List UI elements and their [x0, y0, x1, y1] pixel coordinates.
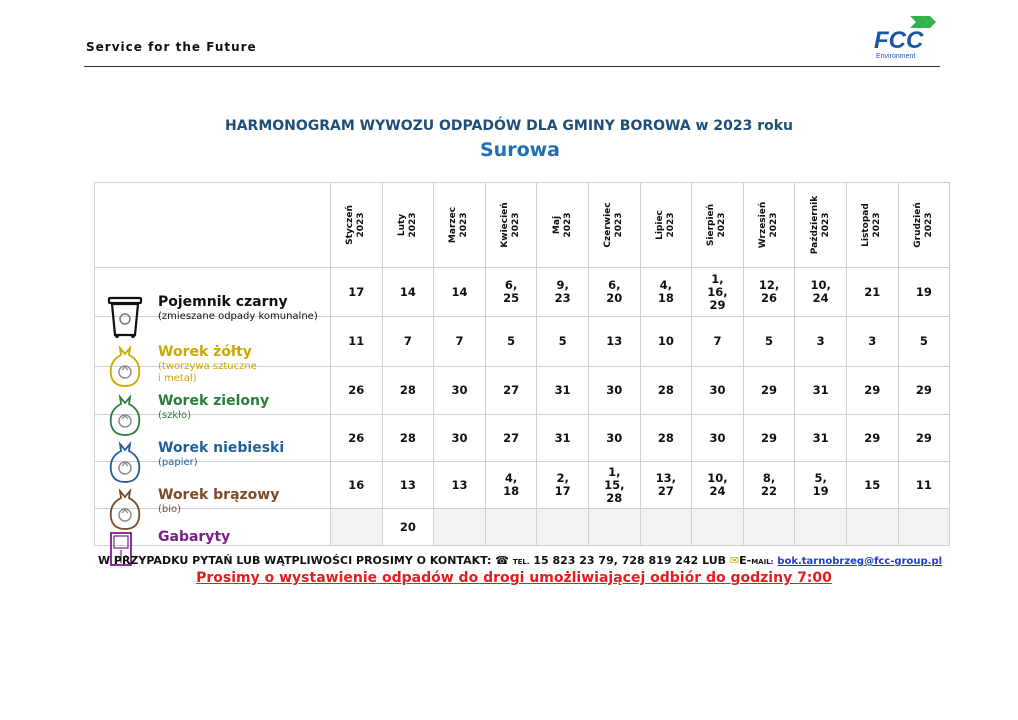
month-header — [743, 183, 795, 268]
pickup-dates: 30 — [451, 383, 468, 397]
tel-label: TEL. — [512, 558, 530, 566]
email-label: E- — [739, 554, 752, 567]
pickup-date-cell — [434, 268, 486, 317]
waste-type-name: Worek żółty — [158, 343, 252, 360]
pickup-date-cell — [485, 268, 537, 317]
month-name: Czerwiec — [603, 202, 614, 248]
waste-type-description: (szkło) — [158, 409, 192, 421]
pickup-dates: 31 — [554, 430, 571, 445]
pickup-date-cell — [331, 462, 383, 509]
tagline: Service for the Future — [86, 40, 257, 54]
pickup-date-cell — [898, 415, 950, 462]
pickup-dates: 19 — [915, 284, 932, 299]
month-header — [640, 183, 692, 268]
phone-numbers: 15 823 23 79, 728 819 242 LUB — [533, 554, 727, 567]
pickup-dates: 11 — [915, 477, 932, 492]
phone-icon: ☎ — [495, 554, 509, 567]
pickup-date-cell — [485, 415, 537, 462]
pickup-date-cell — [846, 415, 898, 462]
pickup-date-cell — [743, 367, 795, 415]
pickup-date-cell — [331, 268, 383, 317]
month-header — [795, 183, 847, 268]
pickup-notice: Prosimy o wystawienie odpadów do drogi umożliwiającej odbiór do godziny 7:00 — [196, 570, 832, 586]
page-title: HARMONOGRAM WYWOZU ODPADÓW DLA GMINY BOROWA w 2023 roku — [224, 118, 794, 134]
pickup-dates: 1, 15, 28 — [604, 464, 625, 505]
month-header — [537, 183, 589, 268]
pickup-date-cell — [692, 367, 744, 415]
pickup-dates: 29 — [761, 430, 778, 445]
pickup-date-cell — [588, 509, 640, 546]
month-year: 2023 — [769, 212, 780, 238]
month-name: Listopad — [861, 203, 872, 247]
svg-text:Environment: Environment — [876, 53, 916, 60]
pickup-date-cell — [640, 317, 692, 367]
pickup-date-cell — [331, 509, 383, 546]
waste-type-name: Worek zielony — [158, 392, 270, 409]
pickup-dates: 13 — [399, 477, 416, 492]
waste-row — [95, 268, 950, 317]
pickup-dates: 26 — [348, 383, 365, 397]
pickup-date-cell — [795, 415, 847, 462]
pickup-dates: 13 — [451, 477, 468, 492]
month-year: 2023 — [872, 212, 883, 238]
pickup-dates: 2, 17 — [554, 471, 571, 498]
pickup-dates: 16 — [348, 477, 365, 492]
month-year: 2023 — [923, 212, 934, 238]
pickup-dates: 12, 26 — [758, 278, 780, 305]
pickup-dates: 31 — [554, 383, 571, 397]
pickup-date-cell — [898, 367, 950, 415]
header-divider — [84, 66, 940, 67]
pickup-date-cell — [846, 268, 898, 317]
pickup-date-cell — [795, 509, 847, 546]
pickup-date-cell — [588, 462, 640, 509]
pickup-dates: 30 — [709, 430, 726, 445]
pickup-dates: 15 — [864, 477, 881, 492]
green-bag-icon — [105, 394, 145, 438]
pickup-date-cell — [846, 509, 898, 546]
month-year: 2023 — [459, 212, 470, 238]
pickup-date-cell — [485, 317, 537, 367]
pickup-date-cell — [692, 509, 744, 546]
pickup-date-cell — [537, 268, 589, 317]
waste-type-cell — [95, 268, 331, 322]
month-name: Marzec — [448, 206, 459, 244]
pickup-date-cell — [382, 317, 434, 367]
brown-bag-icon — [105, 488, 145, 532]
pickup-date-cell — [537, 415, 589, 462]
month-year: 2023 — [511, 212, 522, 238]
pickup-date-cell — [898, 268, 950, 317]
pickup-dates: 30 — [606, 430, 623, 445]
pickup-date-cell — [331, 415, 383, 462]
pickup-dates: 7 — [713, 334, 722, 348]
month-name: Wrzesień — [758, 201, 769, 249]
month-header — [692, 183, 744, 268]
month-header — [382, 183, 434, 268]
pickup-dates: 5 — [507, 334, 516, 348]
pickup-dates: 30 — [709, 383, 726, 397]
month-name: Sierpień — [706, 203, 717, 247]
pickup-dates: 17 — [348, 284, 365, 299]
pickup-date-cell — [846, 367, 898, 415]
pickup-date-cell — [692, 317, 744, 367]
pickup-date-cell — [640, 367, 692, 415]
pickup-date-cell — [795, 268, 847, 317]
pickup-dates: 8, 22 — [761, 471, 778, 498]
pickup-dates: 5 — [919, 334, 928, 348]
pickup-date-cell — [640, 462, 692, 509]
pickup-date-cell — [743, 268, 795, 317]
month-year: 2023 — [356, 212, 367, 238]
month-name: Maj — [551, 215, 562, 235]
month-name: Kwiecień — [500, 202, 511, 248]
pickup-date-cell — [588, 415, 640, 462]
contact-line — [0, 554, 1018, 567]
month-year: 2023 — [407, 212, 418, 238]
mail-icon: ✉ — [729, 554, 740, 567]
pickup-date-cell — [382, 509, 434, 546]
pickup-date-cell — [382, 367, 434, 415]
month-year: 2023 — [820, 212, 831, 238]
pickup-dates: 4, 18 — [657, 278, 674, 305]
month-header — [846, 183, 898, 268]
pickup-date-cell — [588, 317, 640, 367]
pickup-date-cell — [743, 462, 795, 509]
pickup-dates: 1, 16, 29 — [707, 271, 728, 312]
svg-text:FCC: FCC — [874, 27, 924, 54]
pickup-date-cell — [588, 367, 640, 415]
pickup-dates: 10 — [657, 334, 674, 348]
pickup-dates: 27 — [503, 430, 520, 445]
waste-type-description: (tworzywa sztuczne i metal) — [158, 360, 257, 384]
pickup-date-cell — [640, 509, 692, 546]
pickup-dates: 28 — [399, 430, 416, 445]
month-name: Styczeń — [345, 205, 356, 245]
pickup-date-cell — [434, 317, 486, 367]
pickup-dates: 29 — [864, 383, 881, 397]
page-subtitle: Surowa — [479, 139, 560, 161]
pickup-date-cell — [846, 317, 898, 367]
pickup-dates: 9, 23 — [554, 278, 571, 305]
corner-cell — [95, 183, 331, 268]
pickup-dates: 3 — [816, 334, 825, 348]
waste-row — [95, 317, 950, 367]
black-bin-icon — [105, 295, 145, 339]
pickup-dates: 7 — [403, 334, 412, 348]
pickup-dates: 6, 20 — [606, 278, 623, 305]
waste-type-name: Worek brązowy — [158, 487, 280, 503]
pickup-dates: 28 — [657, 430, 674, 445]
pickup-date-cell — [331, 367, 383, 415]
pickup-dates: 20 — [399, 519, 416, 534]
contact-prefix: W PRZYPADKU PYTAŃ LUB WĄTPLIWOŚCI PROSIMY O KONTAKT: — [97, 554, 492, 567]
month-year: 2023 — [614, 212, 625, 238]
month-header — [485, 183, 537, 268]
month-year: 2023 — [562, 212, 573, 238]
waste-type-description: (papier) — [158, 457, 198, 468]
pickup-date-cell — [434, 415, 486, 462]
pickup-dates: 5 — [765, 334, 774, 348]
pickup-date-cell — [846, 462, 898, 509]
pickup-date-cell — [537, 509, 589, 546]
pickup-dates: 3 — [868, 334, 877, 348]
pickup-dates: 10, 24 — [810, 278, 831, 305]
pickup-dates: 26 — [348, 430, 365, 445]
pickup-date-cell — [331, 317, 383, 367]
pickup-dates: 4, 18 — [503, 471, 520, 498]
pickup-dates: 28 — [399, 383, 416, 397]
pickup-dates: 27 — [503, 383, 520, 397]
pickup-date-cell — [692, 415, 744, 462]
schedule-table — [94, 182, 950, 546]
pickup-dates: 13, 27 — [655, 471, 677, 498]
month-name: Luty — [396, 213, 407, 237]
fcc-logo — [872, 14, 938, 60]
month-name: Październik — [809, 195, 820, 255]
pickup-dates: 29 — [864, 430, 881, 445]
pickup-date-cell — [382, 415, 434, 462]
pickup-date-cell — [485, 509, 537, 546]
pickup-date-cell — [898, 317, 950, 367]
waste-type-description: (bio) — [158, 504, 182, 515]
waste-type-name: Gabaryty — [158, 529, 231, 545]
pickup-date-cell — [743, 317, 795, 367]
pickup-date-cell — [692, 462, 744, 509]
pickup-date-cell — [640, 268, 692, 317]
blue-bag-icon — [105, 441, 145, 485]
waste-type-name: Worek niebieski — [158, 440, 285, 456]
email-link[interactable]: bok.tarnobrzeg@fcc-group.pl — [777, 556, 943, 567]
pickup-dates: 31 — [812, 383, 829, 397]
pickup-date-cell — [640, 415, 692, 462]
pickup-dates: 5 — [558, 334, 567, 348]
pickup-date-cell — [382, 462, 434, 509]
email-label-small: MAIL: — [751, 558, 774, 566]
pickup-dates: 7 — [455, 334, 464, 348]
month-year: 2023 — [665, 212, 676, 238]
waste-type-description: (zmieszane odpady komunalne) — [158, 311, 318, 322]
pickup-dates: 21 — [864, 284, 881, 299]
pickup-dates: 29 — [761, 383, 778, 397]
pickup-dates: 31 — [812, 430, 829, 445]
month-header-row — [95, 183, 950, 268]
pickup-dates: 14 — [451, 284, 468, 299]
pickup-date-cell — [795, 462, 847, 509]
month-header — [434, 183, 486, 268]
pickup-date-cell — [743, 509, 795, 546]
pickup-date-cell — [485, 367, 537, 415]
pickup-date-cell — [434, 462, 486, 509]
pickup-date-cell — [434, 509, 486, 546]
pickup-date-cell — [743, 415, 795, 462]
pickup-dates: 6, 25 — [503, 278, 520, 305]
wardrobe-icon — [105, 530, 145, 574]
month-name: Grudzień — [912, 202, 923, 248]
pickup-date-cell — [795, 367, 847, 415]
pickup-date-cell — [434, 367, 486, 415]
month-year: 2023 — [717, 212, 728, 238]
pickup-date-cell — [485, 462, 537, 509]
pickup-dates: 28 — [657, 383, 674, 397]
pickup-dates: 10, 24 — [707, 471, 728, 498]
pickup-dates: 29 — [915, 383, 932, 397]
pickup-date-cell — [692, 268, 744, 317]
pickup-date-cell — [898, 509, 950, 546]
waste-row — [95, 415, 950, 462]
pickup-dates: 29 — [915, 430, 932, 445]
pickup-dates: 13 — [606, 334, 623, 348]
month-header — [331, 183, 383, 268]
pickup-dates: 5, 19 — [812, 471, 829, 498]
pickup-dates: 30 — [606, 383, 623, 397]
pickup-date-cell — [382, 268, 434, 317]
pickup-dates: 30 — [451, 430, 468, 445]
pickup-date-cell — [537, 317, 589, 367]
pickup-date-cell — [537, 462, 589, 509]
waste-type-name: Pojemnik czarny — [158, 294, 288, 310]
month-header — [898, 183, 950, 268]
pickup-date-cell — [588, 268, 640, 317]
pickup-date-cell — [795, 317, 847, 367]
yellow-bag-icon — [105, 345, 145, 389]
month-header — [588, 183, 640, 268]
pickup-dates: 11 — [348, 334, 365, 348]
pickup-dates: 14 — [399, 284, 416, 299]
month-name: Lipiec — [654, 210, 665, 240]
pickup-date-cell — [898, 462, 950, 509]
pickup-date-cell — [537, 367, 589, 415]
